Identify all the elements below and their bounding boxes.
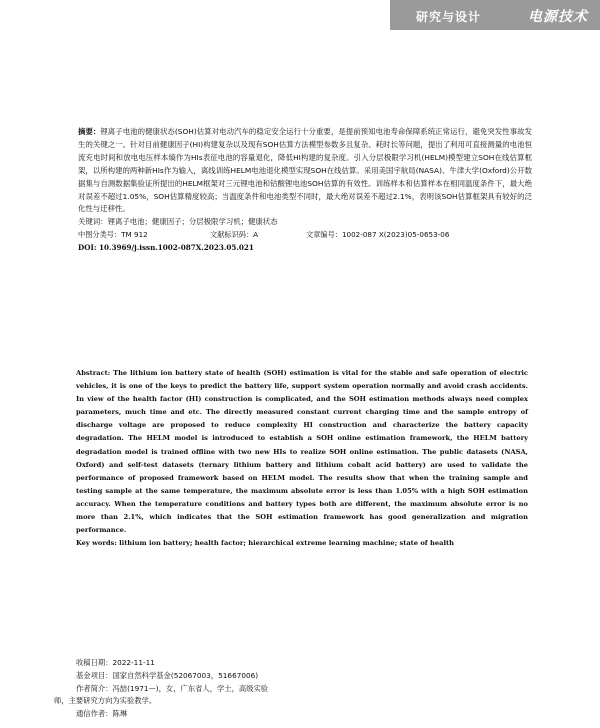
cn-keywords [78, 216, 532, 229]
fund-project: 基金项目：国家自然科学基金(52067003，51667006) [76, 670, 259, 680]
document-code: 文献标识码：A [210, 230, 259, 240]
article-number: 文章编号：1002-087 X(2023)05-0653-06 [306, 230, 450, 240]
cn-keywords-text: 锂离子电池；健康因子；分层极限学习机；健康状态 [107, 217, 278, 227]
author-bio-line1: 作者简介：冯喆(1971—)，女，广东省人，学士，高级实验 [76, 683, 269, 693]
classification-line [78, 229, 532, 242]
author-bio-line2: 师，主要研究方向为实验教学。 [54, 696, 157, 706]
chinese-abstract [78, 126, 532, 255]
cn-abstract-text: 锂离子电池的健康状态(SOH)估算对电动汽车的稳定安全运行十分重要，是提前预知电池寿命保障系统正常运行，避免突发性事故发生的关键之一。针对目前健康因子(HI)构建复杂以及现有SOH估算方法模型参数多且复杂、耗时长等问题，提出了利用可直接测量的电池恒流充电时间和放电电压样本熵作为HIs表征电池的容量退化，降低HI构建的复杂度。引入分层极限学习机(HELM)模型建立SOH在线估算框架，以所构建的两种新HIs作为输入，离线训练HELM电池退化模型实现SOH在线估算。采用美国宇航局(NASA)、牛津大学(Oxford)公开数据集与自测数据集验证所提出的HELM框架对三元锂电池和钴酸锂电池SOH估算的有效性。训练样本和估算样本在相同温度条件下，最大绝对误差不超过1.05%，SOH估算精度较高；当温度条件和电池类型不同时，最大绝对误差不超过2.1%，表明该SOH估算框架具有较好的泛化性与迁移性。 [78, 127, 532, 214]
journal-logo: 电源技术 [528, 9, 588, 25]
en-abstract-text: Abstract: The lithium ion battery state of health (SOH) estimation is vital for the stable and safe operation of electric vehicles, it is one of the keys to predict the battery life, support system operation normally and avoid crash accidents. In view of the health factor (HI) construction is complicated, and the SOH estimation methods always need complex parameters, much time and etc. The directly measured constant current charging time and the sample entropy of discharge voltage are proposed to reduce complexity HI construction and characterize the battery capacity degradation. The HELM model is introduced to establish a SOH online estimation framework, the HELM battery degradation model is trained offline with two new HIs to realize SOH online estimation. The public datasets (NASA, Oxford) and self-test datasets (ternary lithium battery and lithium cobalt acid battery) are used to validate the performance of proposed framework based on HELM model. The results show that when the training sample and testing sample at the same temperature, the maximum absolute error is less than 1.05% with a high SOH estimation accuracy. When the temperature conditions and battery types both are different, the maximum absolute error is no more than 2.1%, which indicates that the SOH estimation framework has good generalization and migration performance. [76, 369, 528, 535]
cn-abstract-paragraph [78, 126, 532, 216]
section-tag: 研究与设计 [416, 10, 482, 24]
journal-header-banner [390, 0, 600, 30]
footnotes [54, 657, 314, 721]
doi: DOI: 10.3969/j.issn.1002-087X.2023.05.021 [78, 243, 254, 253]
en-keywords: Key words: lithium ion battery; health factor; hierarchical extreme learning machine; state of health [76, 539, 454, 548]
cn-abstract-label: 摘要： [78, 127, 101, 136]
cn-keywords-label: 关键词： [78, 217, 108, 227]
received-date: 收稿日期：2022-11-11 [76, 658, 155, 667]
corresponding-author: 通信作者：陈琳 [76, 709, 128, 719]
clc-number: 中图分类号：TM 912 [78, 230, 148, 240]
english-abstract [76, 367, 528, 550]
